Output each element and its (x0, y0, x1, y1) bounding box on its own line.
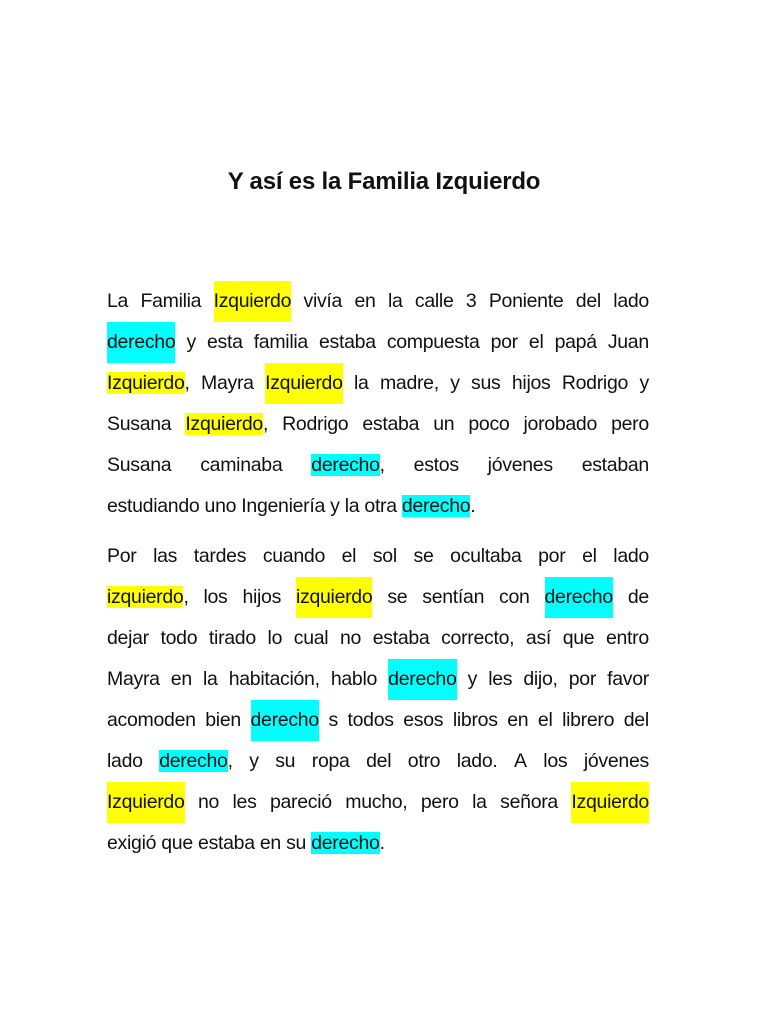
text-segment: . (470, 495, 476, 517)
word: les (488, 668, 513, 690)
word: , (183, 586, 189, 608)
word: la (203, 668, 218, 690)
word: los (543, 750, 568, 772)
highlighted-word: Izquierdo (185, 413, 263, 435)
text-line (107, 536, 649, 577)
highlighted-word: derecho (311, 832, 380, 854)
word: ocultaba (450, 545, 522, 567)
text-line (107, 741, 649, 782)
word: del (366, 750, 392, 772)
word: Susana (107, 454, 172, 476)
text-line (107, 823, 649, 864)
page-title: Y así es la Familia Izquierdo (227, 168, 541, 195)
word: vivía (303, 290, 343, 312)
word: en (170, 668, 192, 690)
text-line (107, 445, 649, 486)
word: pareció (269, 791, 332, 813)
highlighted-word: Izquierdo (571, 782, 649, 823)
word: jóvenes (583, 750, 649, 772)
word: por (568, 668, 597, 690)
word: Juan (607, 331, 649, 353)
text-line (107, 404, 649, 445)
word: del (575, 290, 601, 312)
text-line (107, 618, 649, 659)
word: lado (613, 290, 649, 312)
word: s (328, 709, 338, 731)
word: estaba (362, 413, 420, 435)
word: esos (403, 709, 444, 731)
word: estaba (372, 627, 430, 649)
word: les (232, 791, 257, 813)
text-segment: exigió que estaba en su (107, 832, 312, 854)
word: con (499, 586, 530, 608)
word: calle (414, 290, 454, 312)
word: los (203, 586, 228, 608)
word: la (472, 791, 487, 813)
word: , (262, 413, 269, 435)
word: entro (605, 627, 649, 649)
word: correcto, (441, 627, 515, 649)
word: , (184, 372, 190, 394)
word: estaba (319, 331, 376, 353)
word: cuando (262, 545, 325, 567)
word: papá (554, 331, 597, 353)
word: en (354, 290, 376, 312)
word: , (227, 750, 233, 772)
text-line (107, 281, 649, 322)
text-line (107, 577, 649, 618)
word: lado (107, 750, 143, 772)
word: pero (611, 413, 649, 435)
paragraph-2 (107, 536, 649, 864)
highlighted-word: Izquierdo (265, 363, 343, 404)
word: otro (407, 750, 441, 772)
word: el (528, 331, 544, 353)
word: y (249, 750, 259, 772)
highlighted-word: derecho (159, 750, 228, 772)
highlighted-word: derecho (545, 577, 613, 618)
highlighted-word: Izquierdo (107, 372, 185, 394)
word-group (107, 577, 189, 618)
word: así (525, 627, 552, 649)
word: y (186, 331, 196, 353)
text-segment: . (379, 832, 385, 854)
word: el (582, 545, 597, 567)
highlighted-word: derecho (251, 700, 319, 741)
word-group (311, 445, 385, 486)
word: libros (452, 709, 498, 731)
word: esta (206, 331, 243, 353)
word: dejar (107, 627, 149, 649)
word: Por (107, 545, 137, 567)
word: la (387, 290, 403, 312)
text-line (107, 700, 649, 741)
word: por (490, 331, 518, 353)
word-group (159, 741, 233, 782)
word: del (623, 709, 649, 731)
word: sus (471, 372, 501, 394)
word: todo (160, 627, 198, 649)
word: se (387, 586, 408, 608)
text-line (107, 782, 649, 823)
highlighted-word: izquierdo (296, 577, 372, 618)
word: librero (562, 709, 615, 731)
word: , (379, 454, 385, 476)
word: de (627, 586, 649, 608)
highlighted-word: derecho (107, 322, 175, 363)
word: no (339, 627, 362, 649)
text-line (107, 363, 649, 404)
word: Poniente (488, 290, 564, 312)
word: 3 (465, 290, 477, 312)
word: sentían (422, 586, 485, 608)
word: lado. (456, 750, 498, 772)
word: se (413, 545, 434, 567)
word: Mayra (201, 372, 254, 394)
word: mucho, (345, 791, 408, 813)
word: no (197, 791, 220, 813)
word: lado (613, 545, 649, 567)
word: favor (607, 668, 649, 690)
word: Familia (140, 290, 202, 312)
word: pero (420, 791, 459, 813)
word: en (507, 709, 529, 731)
highlighted-word: derecho (401, 495, 471, 517)
highlighted-word: izquierdo (107, 586, 184, 608)
word: A (514, 750, 527, 772)
word-group (185, 404, 268, 445)
word: dijo, (523, 668, 558, 690)
word: las (153, 545, 178, 567)
word: Rodrigo (282, 413, 349, 435)
word: y (467, 668, 478, 690)
highlighted-word: Izquierdo (107, 782, 185, 823)
word: el (537, 709, 553, 731)
word: y (639, 372, 649, 394)
word: lo (267, 627, 283, 649)
word: todos (347, 709, 394, 731)
word: la (354, 372, 369, 394)
word: hijos (511, 372, 551, 394)
text-line (107, 659, 649, 700)
word-group (107, 363, 190, 404)
text-segment: estudiando uno Ingeniería y la otra (107, 495, 402, 517)
word: y (450, 372, 460, 394)
word: hablo (330, 668, 378, 690)
word: caminaba (200, 454, 283, 476)
word: tirado (208, 627, 256, 649)
word: sol (372, 545, 397, 567)
word: Susana (107, 413, 172, 435)
word: ropa (311, 750, 350, 772)
word: señora (500, 791, 558, 813)
word: compuesta (386, 331, 480, 353)
highlighted-word: derecho (388, 659, 456, 700)
text-line (107, 486, 649, 527)
word: un (433, 413, 455, 435)
word: el (341, 545, 357, 567)
word: hijos (242, 586, 282, 608)
word: estos (413, 454, 459, 476)
word: su (275, 750, 296, 772)
word: Mayra (107, 668, 160, 690)
word: poco (468, 413, 510, 435)
word: acomoden (107, 709, 196, 731)
word: tardes (193, 545, 247, 567)
word: habitación, (228, 668, 320, 690)
word: bien (205, 709, 241, 731)
word: Rodrigo (561, 372, 629, 394)
word: La (107, 290, 129, 312)
word: estaban (581, 454, 649, 476)
highlighted-word: derecho (311, 454, 380, 476)
word: jorobado (523, 413, 598, 435)
word: por (538, 545, 566, 567)
highlighted-word: Izquierdo (214, 281, 292, 322)
word: que (562, 627, 595, 649)
word: cual (293, 627, 329, 649)
word: jóvenes (487, 454, 553, 476)
paragraph-1 (107, 281, 649, 527)
text-line (107, 322, 649, 363)
word: madre, (379, 372, 439, 394)
word: familia (253, 331, 308, 353)
